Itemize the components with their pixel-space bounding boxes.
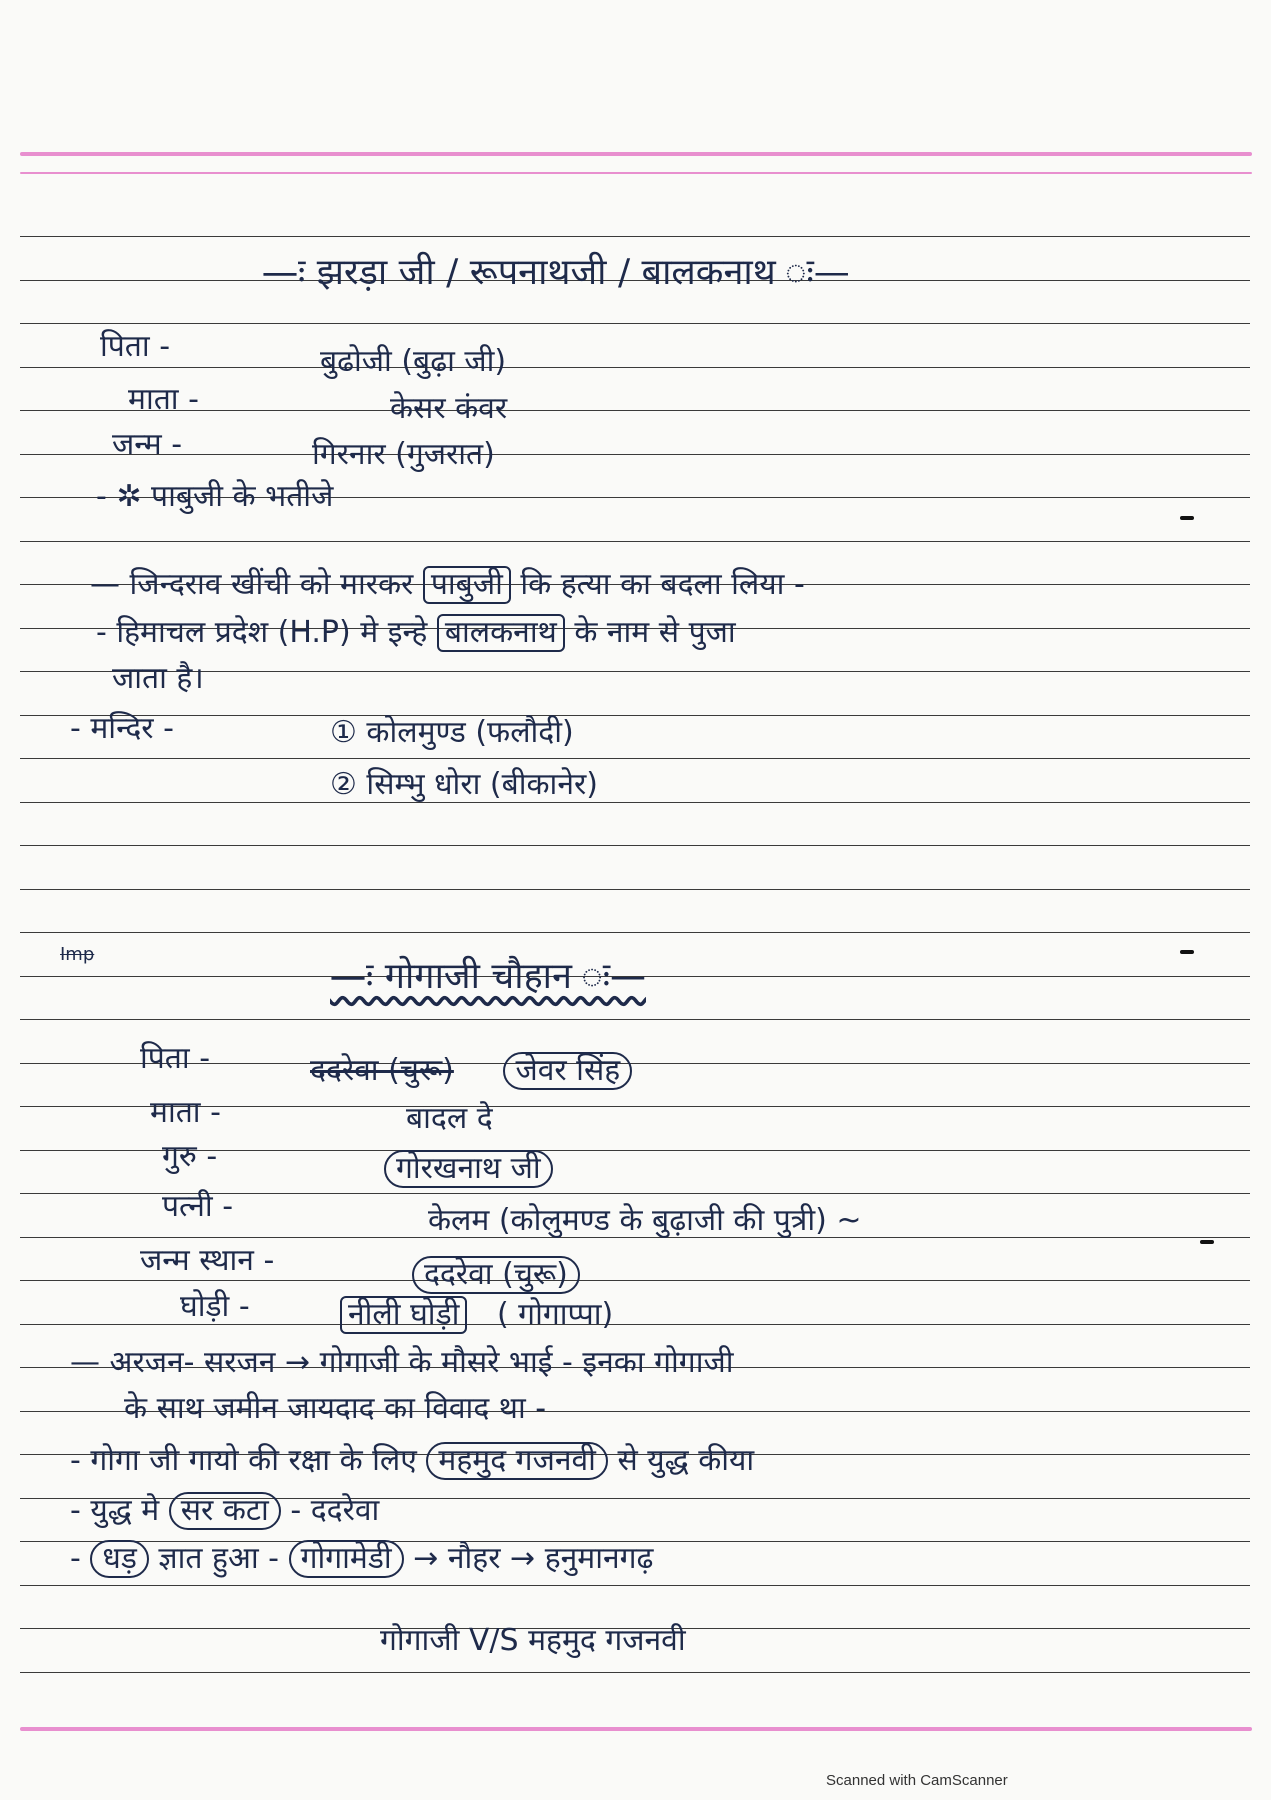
ruled-line <box>20 410 1250 411</box>
text: — जिन्दराव खींची को मारकर <box>90 567 414 602</box>
text: ( गोगाप्पा) <box>496 1297 614 1332</box>
wife-label: पत्नी - <box>162 1189 234 1224</box>
ruled-line <box>20 715 1250 716</box>
row-label: जन्म - <box>112 427 183 462</box>
circled-text: धड़ <box>90 1540 149 1578</box>
ruled-line <box>20 1019 1250 1020</box>
text: → नौहर → हनुमानगढ़ <box>413 1541 654 1576</box>
revenge-line <box>90 566 805 604</box>
circled-name: गोरखनाथ जी <box>384 1150 553 1188</box>
ruled-line <box>20 323 1250 324</box>
text: ज्ञात हुआ - <box>158 1541 280 1576</box>
row-value: बुढोजी (बुढ़ा जी) <box>320 344 507 379</box>
note-nephew: - ✲ पाबुजी के भतीजे <box>96 479 334 514</box>
section1-title: —ः झरड़ा जी / रूपनाथजी / बालकनाथ ः— <box>262 252 850 293</box>
torso-line <box>70 1540 653 1578</box>
row-value: केसर कंवर <box>390 391 508 426</box>
text: - ददरेवा <box>290 1493 380 1528</box>
versus-line: गोगाजी V/S महमुद गजनवी <box>380 1623 686 1658</box>
text: - युद्ध मे <box>70 1493 160 1528</box>
temple-item: ② सिम्भु धोरा (बीकानेर) <box>330 767 598 802</box>
ruled-line <box>20 932 1250 933</box>
boxed-name: नीली घोड़ी <box>340 1296 467 1334</box>
guru-label: गुरु - <box>162 1139 218 1174</box>
father-value <box>310 1052 632 1090</box>
cousins-line: — अरजन- सरजन → गोगाजी के मौसरे भाई - इनका गोगाजी <box>70 1345 734 1380</box>
temple-item: ① कोलमुण्ड (फलौदी) <box>330 715 574 750</box>
ruled-line <box>20 236 1250 237</box>
guru-value <box>384 1150 553 1188</box>
pen-mark <box>1180 516 1194 520</box>
birth-value <box>412 1256 580 1294</box>
father-label: पिता - <box>140 1041 211 1076</box>
struck-text: ददरेवा (चुरू) <box>310 1053 454 1088</box>
text: से युद्ध कीया <box>617 1443 755 1478</box>
text: कि हत्या का बदला लिया - <box>520 567 805 602</box>
ruled-line <box>20 367 1250 368</box>
ruled-line <box>20 454 1250 455</box>
ruled-line <box>20 671 1250 672</box>
boxed-name: बालकनाथ <box>437 614 565 652</box>
boxed-name: पाबुजी <box>423 566 511 604</box>
wife-value: केलम (कोलुमण्ड के बुढ़ाजी की पुत्री) ~ <box>428 1203 862 1238</box>
scanner-watermark: Scanned with CamScanner <box>826 1772 1008 1789</box>
ruled-line <box>20 1280 1250 1281</box>
circled-text: सर कटा <box>169 1492 281 1530</box>
section2-title-text: —ः गोगाजी चौहान ः— <box>330 956 646 997</box>
cousins-line-cont: के साथ जमीन जायदाद का विवाद था - <box>124 1391 547 1426</box>
horse-value <box>340 1296 613 1334</box>
ruled-line <box>20 802 1250 803</box>
row-label: पिता - <box>100 329 171 364</box>
ruled-line <box>20 1324 1250 1325</box>
ruled-line <box>20 889 1250 890</box>
row-value: गिरनार (गुजरात) <box>312 437 495 472</box>
mother-label: माता - <box>150 1095 221 1130</box>
himachal-line-cont: जाता है। <box>112 661 204 696</box>
circled-place: ददरेवा (चुरू) <box>412 1256 580 1294</box>
ruled-line <box>20 758 1250 759</box>
pen-mark <box>1180 950 1194 954</box>
ruled-line <box>20 1585 1250 1586</box>
ruled-line <box>20 541 1250 542</box>
bottom-margin-line <box>20 1727 1252 1731</box>
text: - हिमाचल प्रदेश (H.P) मे इन्हे <box>96 615 428 650</box>
himachal-line <box>96 614 736 652</box>
top-margin-line-2 <box>20 172 1252 174</box>
birth-label: जन्म स्थान - <box>140 1243 275 1278</box>
pen-mark <box>1200 1240 1214 1244</box>
ruled-line <box>20 845 1250 846</box>
text: - गोगा जी गायो की रक्षा के लिए <box>70 1443 417 1478</box>
cows-line <box>70 1442 754 1480</box>
horse-label: घोड़ी - <box>180 1289 250 1324</box>
top-margin-line <box>20 152 1252 156</box>
text: के नाम से पुजा <box>574 615 736 650</box>
circled-name: महमुद गजनवी <box>426 1442 608 1480</box>
circled-name: जेवर सिंह <box>503 1052 632 1090</box>
text: - <box>70 1541 91 1576</box>
temples-label: - मन्दिर - <box>70 711 174 746</box>
circled-place: गोगामेडी <box>289 1540 404 1578</box>
imp-mark: Imp <box>60 944 95 965</box>
section2-title <box>330 956 646 997</box>
row-label: माता - <box>128 382 199 417</box>
ruled-line <box>20 1672 1250 1673</box>
mother-value: बादल दे <box>406 1101 493 1136</box>
battle-line <box>70 1492 379 1530</box>
